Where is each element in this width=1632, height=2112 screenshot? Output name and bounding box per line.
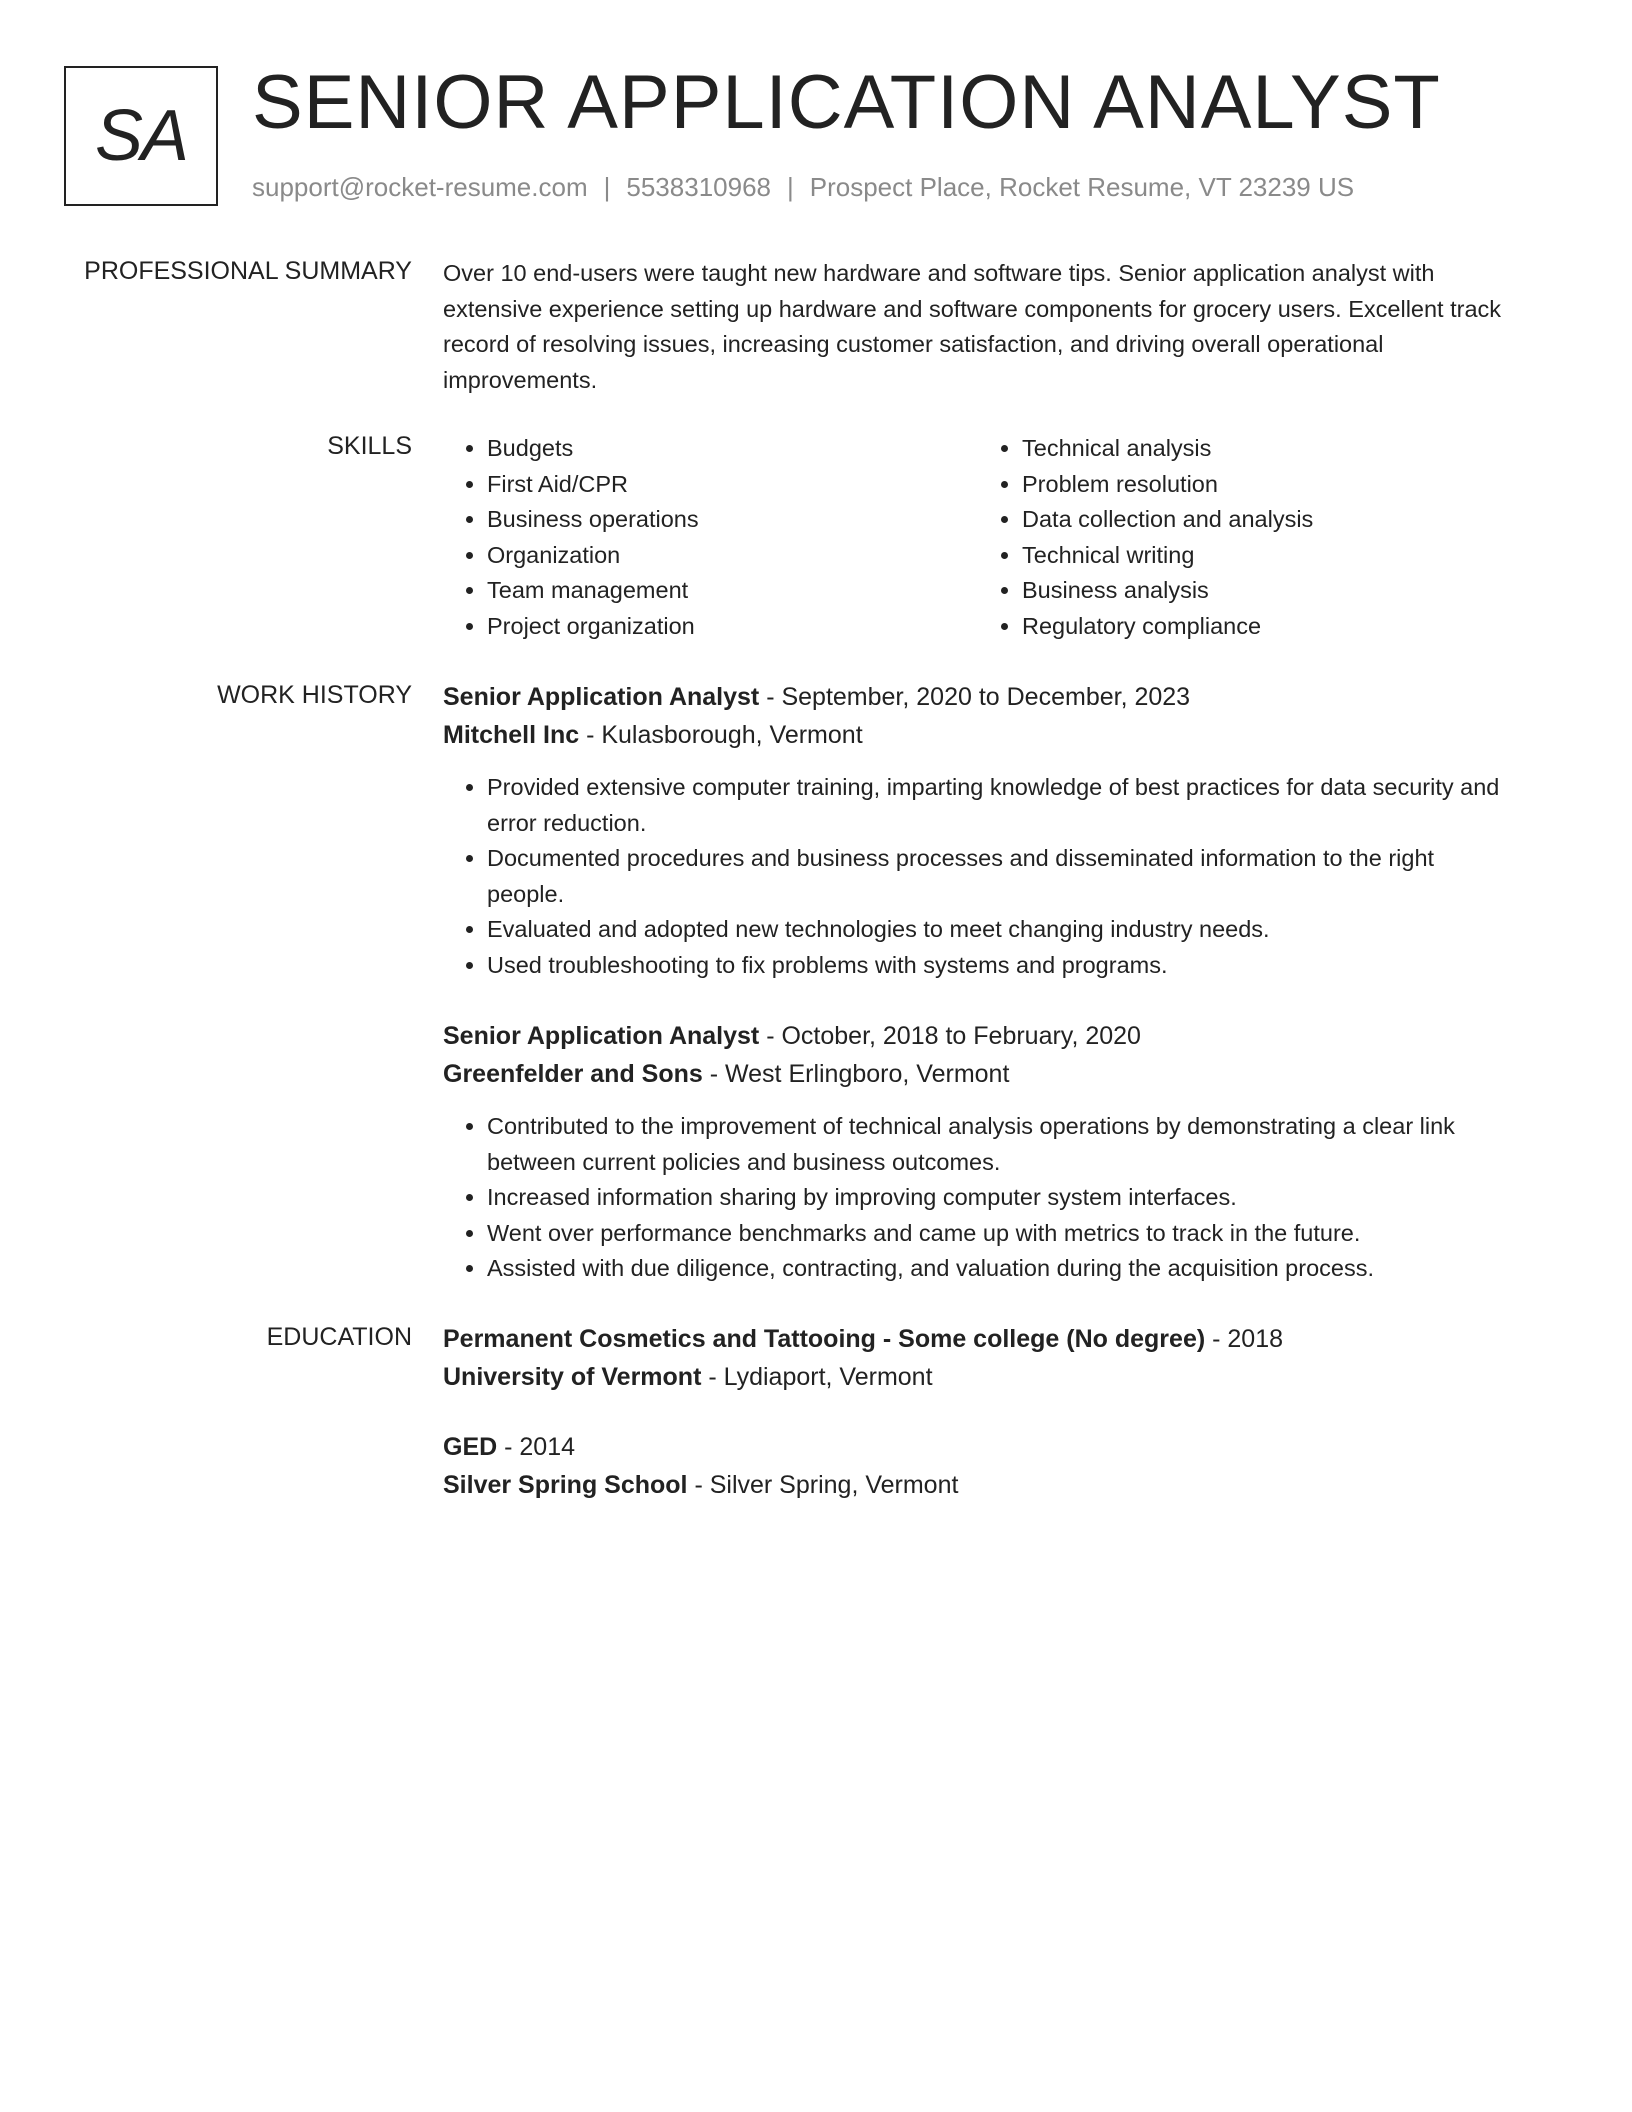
job-bullet: • Went over performance benchmarks and came up with metrics to track in the future. [487,1216,1513,1252]
skill-item: • Team management [487,573,978,609]
job-bullet-list [443,770,1513,983]
skills-section [443,431,1513,644]
education-school: Silver Spring School [443,1471,688,1499]
initials-text: SA [94,96,188,176]
resume-title: SENIOR APPLICATION ANALYST [252,60,1441,145]
skill-item: • Problem resolution [1022,467,1513,503]
job-company: Mitchell Inc [443,721,580,749]
skill-item: • Technical analysis [1022,431,1513,467]
contact-line [252,172,1354,203]
job-bullet: • Documented procedures and business processes and disseminated information to the right people. [487,841,1513,912]
skill-item: • Data collection and analysis [1022,502,1513,538]
job-entry [443,1017,1513,1093]
initials-monogram [64,66,218,206]
contact-separator: | [603,172,611,202]
job-bullet: • Evaluated and adopted new technologies to meet changing industry needs. [487,912,1513,948]
skill-item: • Project organization [487,609,978,645]
job-title: Senior Application Analyst [443,683,760,711]
education-location: - Lydiaport, Vermont [701,1363,933,1391]
contact-separator: | [787,172,794,202]
skill-item: • Regulatory compliance [1022,609,1513,645]
job-bullet: • Provided extensive computer training, imparting knowledge of best practices for data security and error reduction. [487,770,1513,841]
education-degree-line [443,1320,1513,1358]
job-title-line [443,678,1513,716]
job-bullet: • Used troubleshooting to fix problems with systems and programs. [487,948,1513,984]
education-entry [443,1320,1513,1396]
job-bullet: • Assisted with due diligence, contracting, and valuation during the acquisition process. [487,1251,1513,1287]
job-bullet: • Increased information sharing by improving computer system interfaces. [487,1180,1513,1216]
skills-grid [443,431,1513,644]
skills-list-right [978,431,1513,644]
job-company-line [443,716,1513,754]
job-dates: - October, 2018 to February, 2020 [759,1022,1141,1050]
job-company: Greenfelder and Sons [443,1060,703,1088]
section-label-work: WORK HISTORY [217,681,412,709]
job-bullets [443,1109,1513,1287]
skill-item: • Business operations [487,502,978,538]
job-title: Senior Application Analyst [443,1022,760,1050]
skill-item: • Technical writing [1022,538,1513,574]
education-location: - Silver Spring, Vermont [687,1471,959,1499]
job-location: - Kulasborough, Vermont [579,721,863,749]
contact-phone[interactable]: 5538310968 [626,172,771,202]
education-entry [443,1428,1513,1504]
skill-item: • Budgets [487,431,978,467]
contact-email[interactable]: support@rocket-resume.com [252,172,588,202]
education-year: - 2014 [497,1433,576,1461]
contact-address: Prospect Place, Rocket Resume, VT 23239 US [809,172,1355,202]
education-year: - 2018 [1205,1325,1284,1353]
education-school-line [443,1466,1513,1504]
skill-item: • Business analysis [1022,573,1513,609]
education-degree: Permanent Cosmetics and Tattooing - Some college (No degree) [443,1325,1206,1353]
summary-section [443,256,1513,398]
summary-text: Over 10 end-users were taught new hardware and software tips. Senior application analyst with extensive experience setting up hardware and software components for grocery users. Excellent track record of resolving issues, increasing customer satisfaction, and driving overall operational improvements. [443,260,1502,393]
job-bullet-list [443,1109,1513,1287]
job-location: - West Erlingboro, Vermont [702,1060,1010,1088]
education-school: University of Vermont [443,1363,702,1391]
section-label-education: EDUCATION [266,1323,412,1351]
job-dates: - September, 2020 to December, 2023 [759,683,1191,711]
job-company-line [443,1055,1513,1093]
skill-item: • Organization [487,538,978,574]
job-title-line [443,1017,1513,1055]
section-label-skills: SKILLS [327,432,412,460]
job-bullet: • Contributed to the improvement of technical analysis operations by demonstrating a clear link between current policies and business outcomes. [487,1109,1513,1180]
job-bullets [443,770,1513,983]
section-label-summary: PROFESSIONAL SUMMARY [84,257,412,285]
skill-item: • First Aid/CPR [487,467,978,503]
education-degree: GED [443,1433,498,1461]
education-degree-line [443,1428,1513,1466]
job-entry [443,678,1513,754]
education-school-line [443,1358,1513,1396]
skills-list-left [443,431,978,644]
